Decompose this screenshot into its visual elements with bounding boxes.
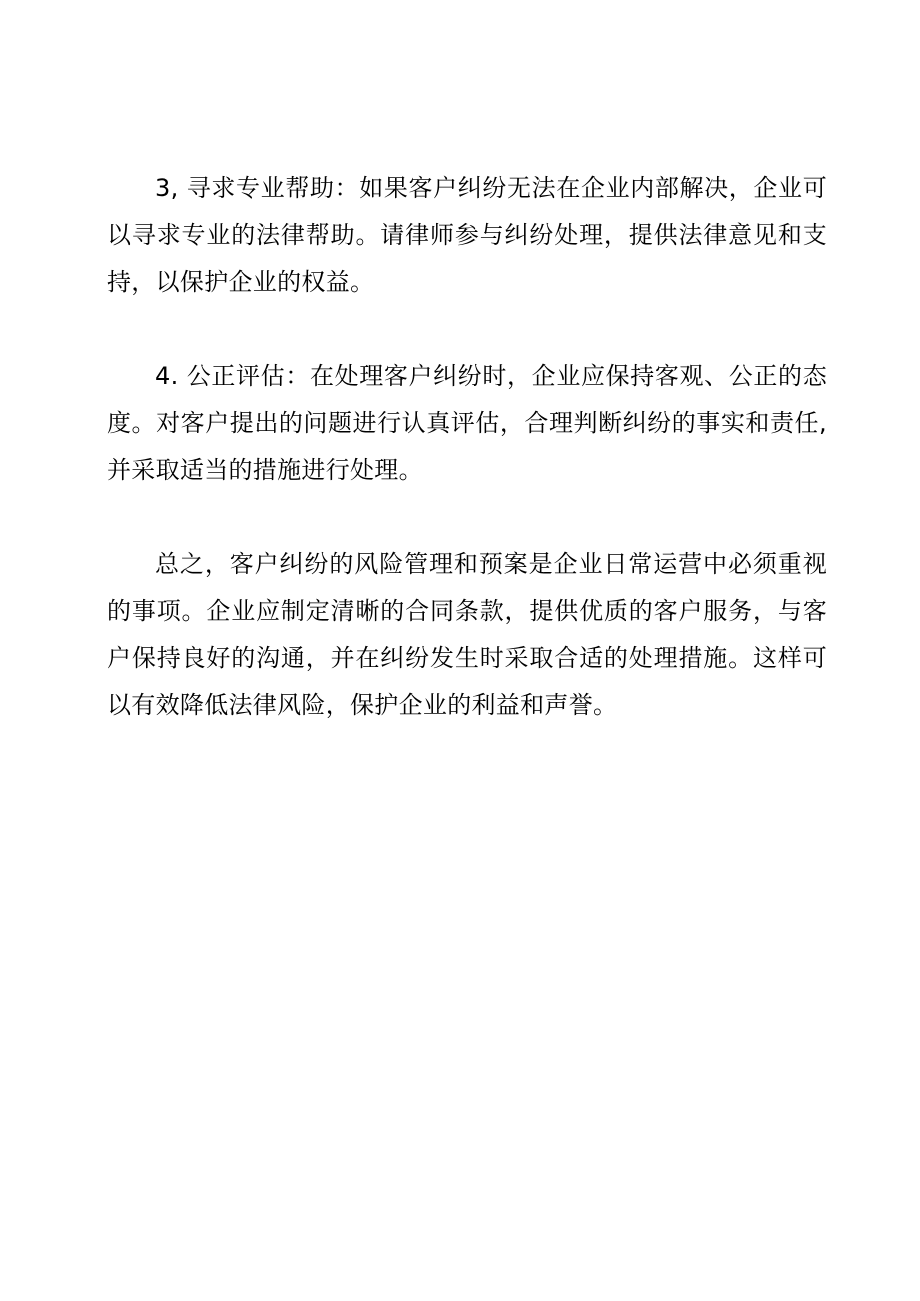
paragraph-fair-assessment: 4. 公正评估：在处理客户纠纷时，企业应保持客观、公正的态度。对客户提出的问题进行认真评估，合理判断纠纷的事实和责任, 并采取适当的措施进行处理。 [107, 362, 827, 484]
paragraph-seek-professional-help: 3, 寻求专业帮助：如果客户纠纷无法在企业内部解决，企业可以寻求专业的法律帮助。请律师参与纠纷处理，提供法律意见和支持，以保护企业的权益。 [107, 174, 827, 296]
paragraph-conclusion: 总之，客户纠纷的风险管理和预案是企业日常运营中必须重视的事项。企业应制定清晰的合同条款，提供优质的客户服务，与客户保持良好的沟通，并在纠纷发生时采取合适的处理措施。这样可以有效降低法律风险，保护企业的利益和声誉。 [107, 550, 827, 719]
document-body [107, 165, 827, 729]
